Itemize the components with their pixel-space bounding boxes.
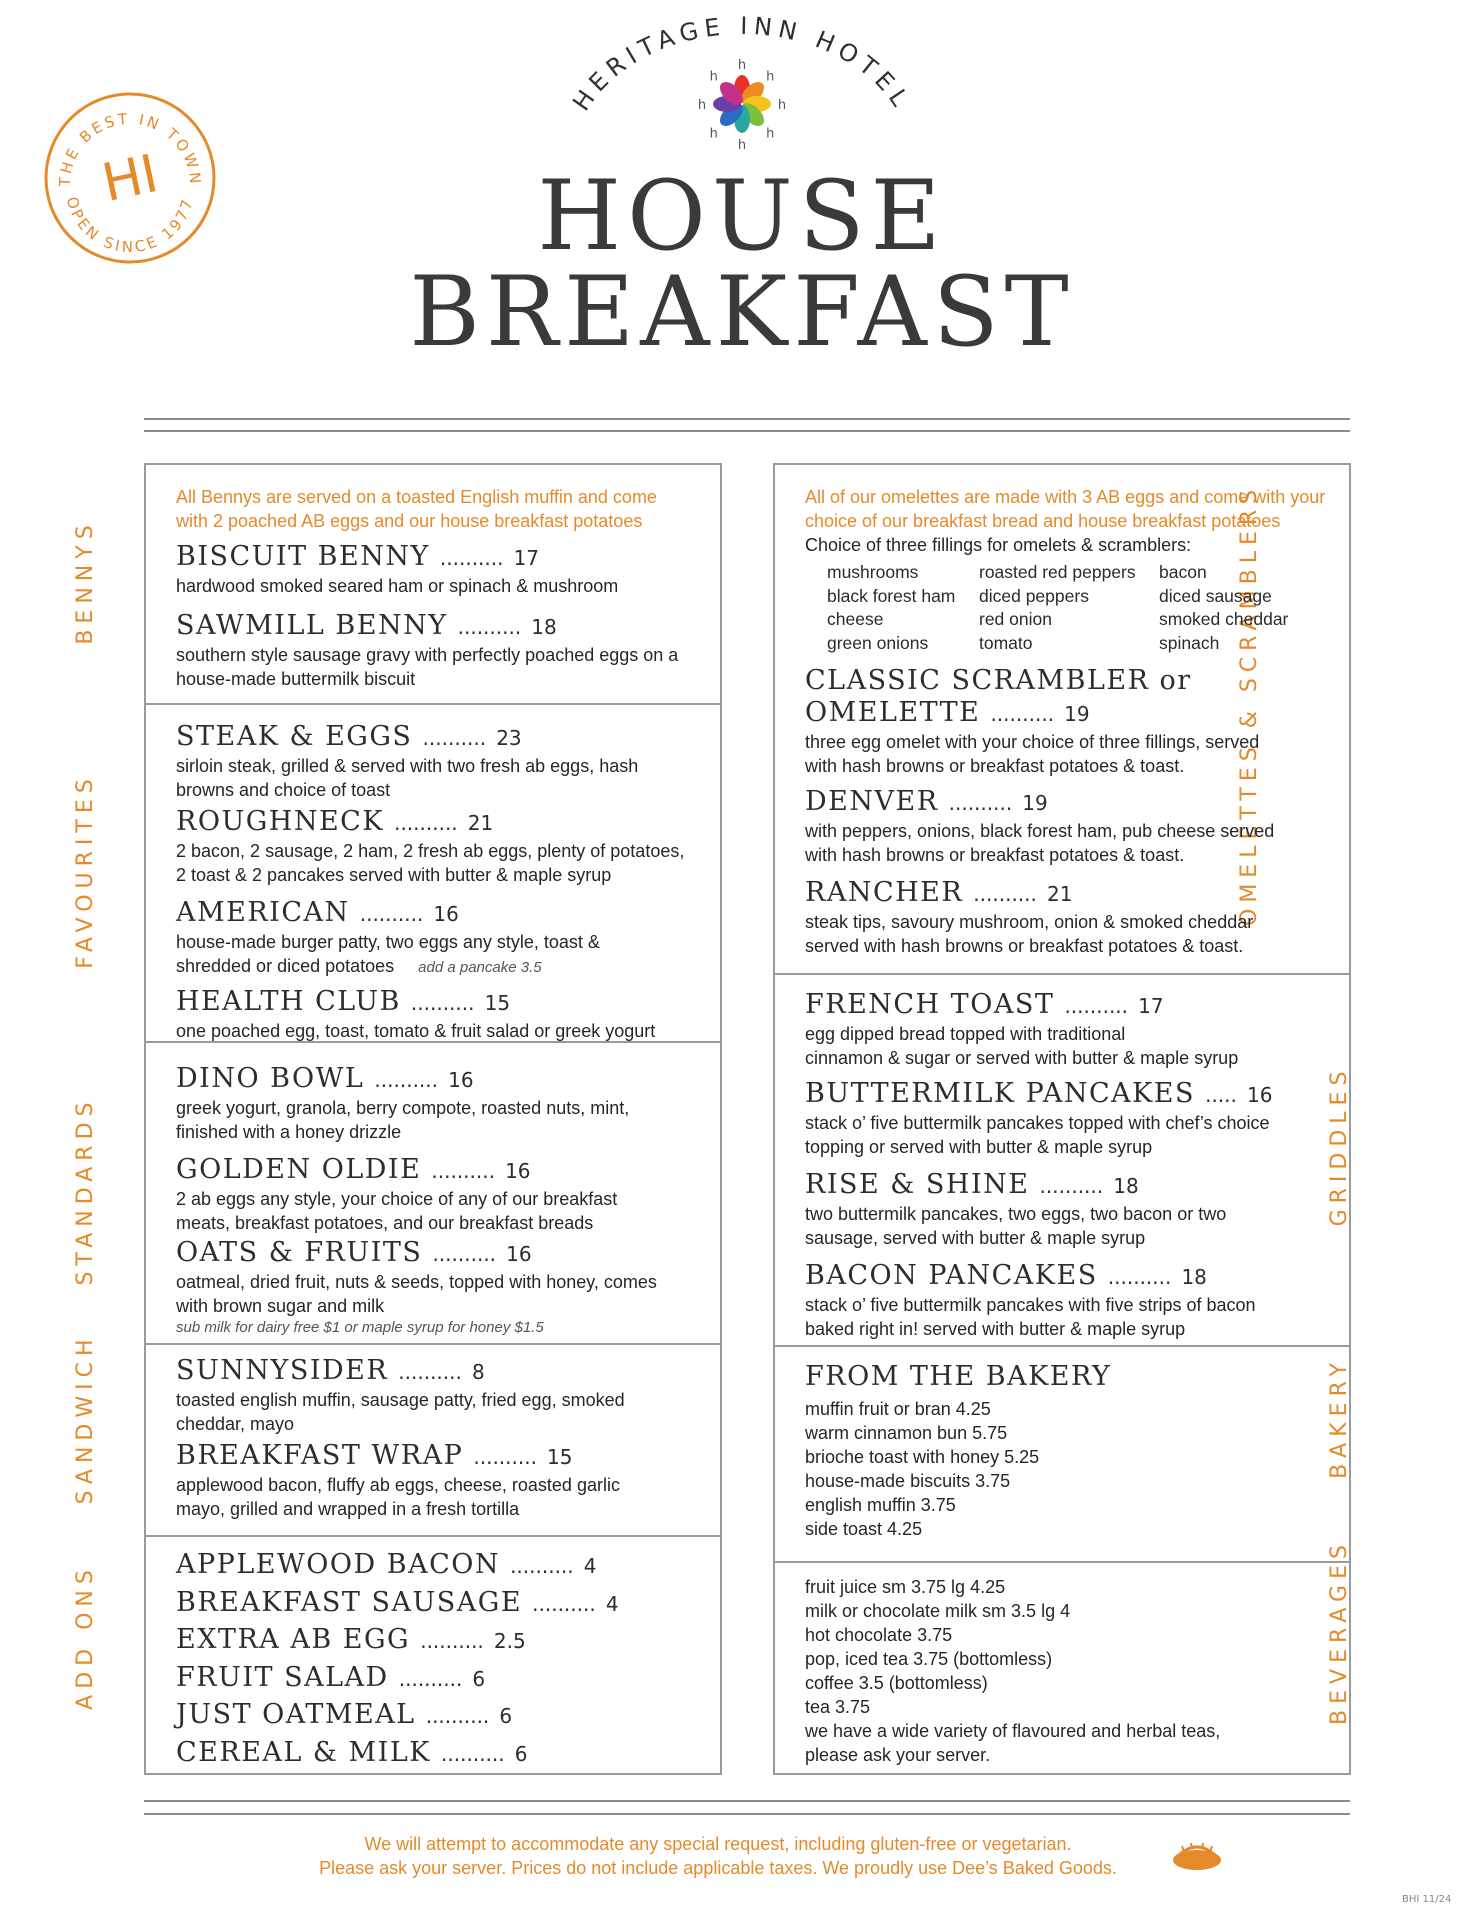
- menu-item: RISE & SHINE .......... 18 two buttermilk pancakes, two eggs, two bacon or two sausage, served with butter & maple syrup: [805, 1169, 1227, 1248]
- item-price: 6: [472, 1666, 486, 1691]
- item-name: BREAKFAST WRAP: [176, 1440, 464, 1471]
- item-name: RISE & SHINE: [805, 1169, 1030, 1200]
- side-label-bakery: BAKERY: [1327, 1357, 1352, 1479]
- item-name: OATS & FRUITS: [176, 1237, 423, 1268]
- menu-item: CLASSIC SCRAMBLER or OMELETTE .......... 19 three egg omelet with your choice of three fillings, served with hash browns or breakfast potatoes & toast.: [805, 665, 1349, 778]
- add-ons-section: [146, 1535, 720, 1773]
- menu-item: SUNNYSIDER .......... 8 toasted english muffin, sausage patty, fried egg, smoked cheddar, mayo: [176, 1355, 625, 1434]
- item-name: STEAK & EGGS: [176, 721, 413, 752]
- bottom-rule: [144, 1800, 1350, 1802]
- item-price: 16: [506, 1242, 532, 1266]
- menu-title-line2: BREAKFAST: [409, 256, 1075, 368]
- item-price: 21: [1046, 882, 1073, 906]
- item-name: BUTTERMILK PANCAKES: [805, 1078, 1195, 1109]
- bakery-item: english muffin 3.75: [805, 1495, 956, 1515]
- right-menu-column: [773, 463, 1351, 1775]
- item-name: BACON PANCAKES: [805, 1260, 1098, 1291]
- flower-letter-icon: h: [709, 69, 718, 85]
- menu-item: STEAK & EGGS .......... 23 sirloin steak, grilled & served with two fresh ab eggs, hash browns and choice of toast: [176, 721, 639, 800]
- beverage-item: tea 3.75: [805, 1697, 871, 1717]
- omelettes-note: All of our omelettes are made with 3 AB eggs and come with your choice of our breakfast bread and house breakfast potatoes: [805, 487, 1326, 531]
- menu-header: [0, 0, 1484, 368]
- side-label-beverages: BEVERAGES: [1327, 1539, 1352, 1725]
- item-name: DINO BOWL: [176, 1063, 365, 1094]
- item-price: 8: [471, 1360, 485, 1384]
- bakery-title: FROM THE BAKERY: [805, 1361, 1112, 1392]
- flower-letter-icon: h: [709, 126, 718, 142]
- filling-option: roasted red peppers: [979, 562, 1136, 582]
- flower-letter-icon: h: [697, 98, 707, 113]
- item-price: 16: [448, 1068, 474, 1092]
- top-rule: [144, 418, 1350, 420]
- footer-note-line2: Please ask your server. Prices do not include applicable taxes. We proudly use Dee’s Baked Goods.: [319, 1858, 1117, 1878]
- hotel-flower-logo-icon: [692, 54, 792, 154]
- item-name: BREAKFAST SAUSAGE: [176, 1586, 523, 1618]
- menu-item: DINO BOWL .......... 16 greek yogurt, granola, berry compote, roasted nuts, mint, finished with a honey drizzle: [176, 1063, 630, 1142]
- seal-bottom-text: OPEN SINCE 1977: [62, 194, 198, 257]
- filling-option: mushrooms: [827, 562, 919, 582]
- dees-baked-goods-logo-icon: [1170, 1840, 1224, 1872]
- item-name: GOLDEN OLDIE: [176, 1154, 422, 1185]
- item-price: 15: [484, 991, 511, 1015]
- item-name: AMERICAN: [176, 897, 350, 928]
- side-label-sandwich: SANDWICH: [73, 1333, 98, 1505]
- item-price: 4: [583, 1554, 597, 1578]
- item-price: 17: [513, 546, 540, 570]
- item-price: 18: [1181, 1265, 1207, 1289]
- beverages-section: [775, 1561, 1349, 1773]
- menu-item: APPLEWOOD BACON .......... 4: [176, 1549, 597, 1580]
- flower-letter-icon: h: [766, 126, 775, 142]
- item-price: 16: [505, 1159, 531, 1183]
- menu-item: ROUGHNECK .......... 21 2 bacon, 2 sausage, 2 ham, 2 fresh ab eggs, plenty of potatoes, 2 toast & 2 pancakes served with butter & maple syrup: [176, 806, 685, 885]
- beverage-note: we have a wide variety of flavoured and herbal teas,: [805, 1721, 1221, 1741]
- filling-option: cheese: [827, 609, 884, 629]
- fillings-list: [827, 561, 1349, 655]
- menu-item: BACON PANCAKES .......... 18 stack o’ five buttermilk pancakes with five strips of bacon baked right in! served with butter & maple syrup: [805, 1260, 1256, 1339]
- menu-item: BISCUIT BENNY .......... 17 hardwood smoked seared ham or spinach & mushroom: [176, 541, 720, 598]
- item-name: FRUIT SALAD: [176, 1661, 389, 1693]
- bakery-item: warm cinnamon bun 5.75: [805, 1423, 1008, 1443]
- seal-monogram: HI: [97, 143, 164, 214]
- standards-section: [146, 1041, 720, 1343]
- filling-option: diced sausage: [1159, 585, 1272, 606]
- menu-item: CEREAL & MILK .......... 6: [176, 1736, 528, 1768]
- filling-option: smoked cheddar: [1159, 609, 1289, 629]
- menu-item: AMERICAN .......... 16 house-made burger patty, two eggs any style, toast & shredded or diced potatoes add a pancake 3.5: [176, 897, 600, 976]
- beverage-item: milk or chocolate milk sm 3.5 lg 4: [805, 1601, 1071, 1621]
- side-label-omelettes: OMELETTES & SCRAMBLERS: [1237, 483, 1262, 926]
- menu-item: BREAKFAST SAUSAGE .......... 4: [176, 1586, 619, 1618]
- addon-note: add a pancake 3.5: [418, 959, 542, 976]
- beverage-item: pop, iced tea 3.75 (bottomless): [805, 1649, 1053, 1669]
- favourites-section: [146, 703, 720, 1041]
- bakery-item: house-made biscuits 3.75: [805, 1471, 1011, 1491]
- beverage-item: hot chocolate 3.75: [805, 1625, 953, 1645]
- item-price: 17: [1138, 994, 1164, 1018]
- substitution-note: sub milk for dairy free $1 or maple syrup for honey $1.5: [176, 1319, 544, 1336]
- item-price: 4: [605, 1591, 619, 1616]
- beverage-item: fruit juice sm 3.75 lg 4.25: [805, 1577, 1006, 1597]
- bennys-section: [146, 465, 720, 703]
- item-description: house-made buttermilk biscuit: [176, 669, 416, 689]
- left-menu-column: [144, 463, 722, 1775]
- document-code: BHI 11/24: [1402, 1894, 1452, 1905]
- hotel-name: HERITAGE INN HOTEL: [567, 11, 917, 116]
- menu-item: FRUIT SALAD .......... 6: [176, 1661, 486, 1693]
- filling-option: green onions: [827, 632, 929, 653]
- item-name: DENVER: [805, 786, 939, 817]
- item-price: 21: [467, 811, 494, 835]
- item-name: FRENCH TOAST: [805, 989, 1055, 1020]
- flower-letter-icon: h: [766, 69, 775, 85]
- menu-item: HEALTH CLUB .......... 15 one poached egg, toast, tomato & fruit salad or greek yogurt: [176, 986, 656, 1041]
- item-name: CLASSIC SCRAMBLER or: [805, 665, 1192, 696]
- filling-option: spinach: [1159, 632, 1220, 653]
- griddles-section: [775, 973, 1349, 1345]
- menu-item: JUST OATMEAL .......... 6: [176, 1699, 513, 1730]
- item-price: 23: [496, 726, 522, 750]
- footer-note-line1: We will attempt to accommodate any special request, including gluten-free or vegetarian.: [364, 1834, 1072, 1854]
- menu-item: GOLDEN OLDIE .......... 16 2 ab eggs any style, your choice of any of our breakfast meats, breakfast potatoes, and our breakfast breads: [176, 1154, 618, 1233]
- bennys-note: All Bennys are served on a toasted English muffin and come with 2 poached AB eggs and our house breakfast potatoes: [176, 487, 657, 531]
- item-price: 19: [1064, 702, 1090, 726]
- omelettes-section: [775, 465, 1349, 973]
- sandwich-section: [146, 1343, 720, 1535]
- filling-option: red onion: [979, 609, 1052, 629]
- item-description: hardwood smoked seared ham or spinach & mushroom: [176, 576, 619, 596]
- item-price: 19: [1022, 791, 1048, 815]
- fillings-title: Choice of three fillings for omelets & scramblers:: [805, 535, 1192, 555]
- menu-title-line1: HOUSE: [537, 160, 947, 272]
- item-name: JUST OATMEAL: [176, 1699, 416, 1730]
- item-price: 16: [433, 902, 459, 926]
- flower-letter-icon: h: [737, 138, 747, 153]
- item-name: OMELETTE: [805, 697, 981, 728]
- bakery-item: brioche toast with honey 5.25: [805, 1447, 1040, 1467]
- seal-top-text: THE BEST IN TOWN: [55, 109, 205, 188]
- item-name: SAWMILL BENNY: [176, 610, 448, 641]
- menu-item: OATS & FRUITS .......... 16 oatmeal, dried fruit, nuts & seeds, topped with honey, comes with brown sugar and milk sub milk for dairy free $1 or maple syrup for honey $1.5: [176, 1237, 720, 1338]
- item-name: CEREAL & MILK: [176, 1736, 431, 1768]
- side-label-add-ons: ADD ONS: [73, 1564, 98, 1710]
- item-price: 18: [531, 615, 557, 639]
- item-name: APPLEWOOD BACON: [176, 1549, 500, 1580]
- side-label-standards: STANDARDS: [73, 1096, 98, 1286]
- item-price: 16: [1246, 1083, 1273, 1107]
- item-price: 18: [1113, 1174, 1139, 1198]
- item-price: 6: [499, 1704, 513, 1728]
- best-in-town-seal-icon: [40, 88, 220, 268]
- filling-option: diced peppers: [979, 585, 1089, 606]
- menu-item: RANCHER .......... 21 steak tips, savoury mushroom, onion & smoked cheddar served with hash browns or breakfast potatoes & toast.: [805, 877, 1254, 956]
- item-name: EXTRA AB EGG: [176, 1624, 411, 1655]
- side-label-favourites: FAVOURITES: [73, 773, 98, 969]
- item-name: SUNNYSIDER: [176, 1355, 389, 1386]
- bakery-item: side toast 4.25: [805, 1519, 923, 1539]
- flower-letter-icon: h: [737, 58, 747, 73]
- item-name: HEALTH CLUB: [176, 986, 401, 1017]
- menu-item: DENVER .......... 19 with peppers, onions, black forest ham, pub cheese served with hash browns or breakfast potatoes & toast.: [805, 786, 1275, 865]
- beverage-item: coffee 3.5 (bottomless): [805, 1673, 988, 1693]
- side-label-bennys: BENNYS: [73, 519, 98, 645]
- item-name: BISCUIT BENNY: [176, 541, 430, 572]
- filling-option: black forest ham: [827, 585, 956, 606]
- item-name: RANCHER: [805, 877, 964, 908]
- menu-item: BREAKFAST WRAP .......... 15 applewood bacon, fluffy ab eggs, cheese, roasted garlic mayo, grilled and wrapped in a fresh tortilla: [176, 1440, 620, 1519]
- item-description: southern style sausage gravy with perfectly poached eggs on a: [176, 645, 679, 665]
- item-price: 2.5: [493, 1629, 526, 1653]
- bakery-item: muffin fruit or bran 4.25: [805, 1399, 991, 1419]
- menu-item: BUTTERMILK PANCAKES ..... 16 stack o’ five buttermilk pancakes topped with chef’s choice topping or served with butter & maple syrup: [805, 1078, 1273, 1157]
- bakery-section: [775, 1345, 1349, 1561]
- item-price: 6: [514, 1741, 528, 1766]
- item-name: ROUGHNECK: [176, 806, 384, 837]
- bottom-rule: [144, 1813, 1350, 1815]
- menu-item: EXTRA AB EGG .......... 2.5: [176, 1624, 526, 1655]
- top-rule: [144, 430, 1350, 432]
- flower-letter-icon: h: [777, 98, 787, 113]
- menu-item: SAWMILL BENNY .......... 18 southern style sausage gravy with perfectly poached eggs on a house-made buttermilk biscuit: [176, 610, 720, 691]
- item-price: 15: [547, 1445, 573, 1469]
- beverage-note: please ask your server.: [805, 1745, 991, 1765]
- filling-option: tomato: [979, 632, 1033, 653]
- menu-item: FRENCH TOAST .......... 17 egg dipped bread topped with traditional cinnamon & sugar or served with butter & maple syrup: [805, 989, 1239, 1068]
- side-label-griddles: GRIDDLES: [1327, 1065, 1352, 1227]
- filling-option: bacon: [1159, 562, 1207, 582]
